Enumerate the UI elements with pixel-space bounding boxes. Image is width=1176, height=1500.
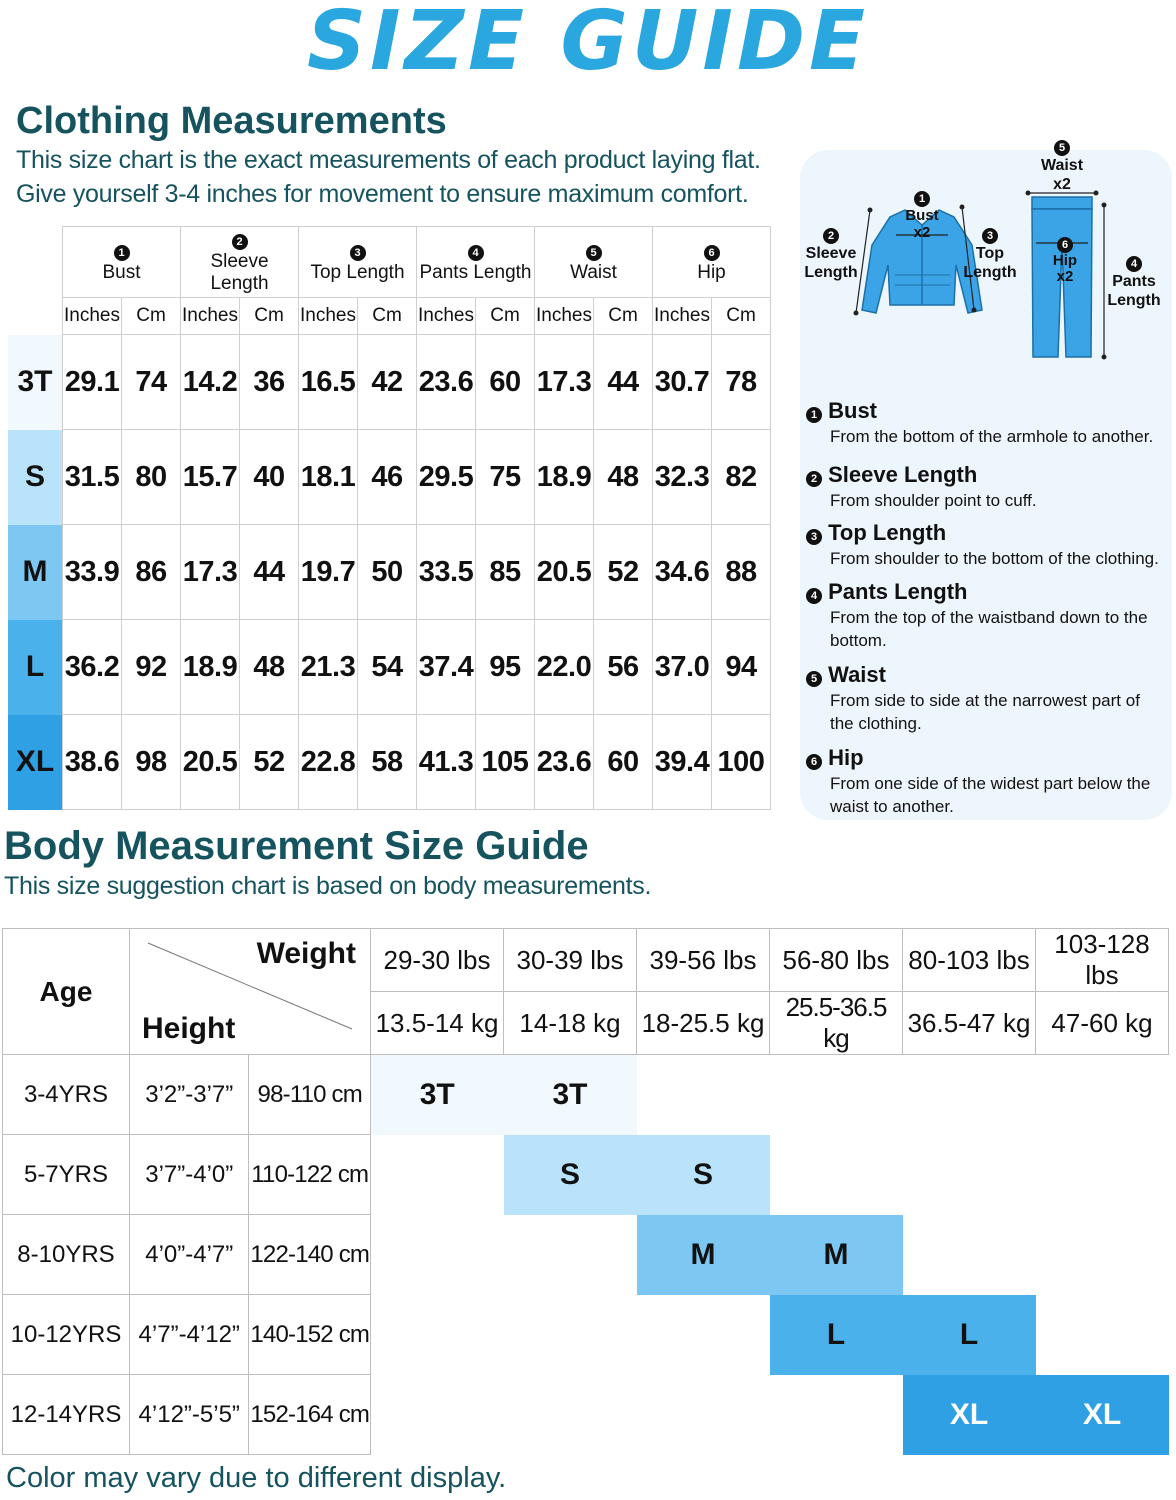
legend-title: Pants Length bbox=[828, 579, 968, 604]
column-label: Waist bbox=[570, 262, 617, 283]
measurement-value: 38.6 bbox=[63, 715, 122, 810]
size-recommendation: 3T bbox=[371, 1055, 504, 1135]
height-cm: 98-110 cm bbox=[249, 1055, 371, 1135]
measurement-value: 18.1 bbox=[299, 430, 358, 525]
legend-title: Hip bbox=[828, 745, 864, 770]
unit-cm: Cm bbox=[358, 298, 417, 335]
measurement-value: 29.5 bbox=[417, 430, 476, 525]
label-text: Length bbox=[1107, 292, 1161, 309]
empty-cell bbox=[903, 1055, 1036, 1135]
column-label: Pants Length bbox=[419, 262, 532, 283]
unit-inches: Inches bbox=[63, 298, 122, 335]
empty-cell bbox=[770, 1375, 903, 1455]
age-value: 12-14YRS bbox=[3, 1375, 130, 1455]
measurement-value: 50 bbox=[358, 525, 417, 620]
age-header: Age bbox=[3, 929, 130, 1055]
measurement-value: 52 bbox=[594, 525, 653, 620]
measurement-value: 80 bbox=[122, 430, 181, 525]
measurement-value: 17.3 bbox=[181, 525, 240, 620]
column-sleeve-length bbox=[181, 227, 299, 298]
number-badge: 2 bbox=[806, 471, 822, 487]
label-bust bbox=[898, 189, 946, 241]
legend-hip bbox=[806, 745, 1176, 818]
number-badge: 6 bbox=[704, 245, 720, 261]
height-cm: 122-140 cm bbox=[249, 1215, 371, 1295]
number-badge: 3 bbox=[982, 228, 998, 244]
measurement-value: 30.7 bbox=[653, 335, 712, 430]
label-pants-length bbox=[1104, 253, 1164, 310]
clothing-note-2: Give yourself 3-4 inches for movement to ensure maximum comfort. bbox=[16, 180, 749, 208]
unit-inches: Inches bbox=[181, 298, 240, 335]
legend-top-length bbox=[806, 520, 1176, 570]
measurement-value: 75 bbox=[476, 430, 535, 525]
legend-description: From the bottom of the armhole to another. bbox=[830, 427, 1154, 446]
empty-cell bbox=[1036, 1055, 1169, 1135]
legend-waist bbox=[806, 662, 1176, 735]
number-badge: 1 bbox=[806, 407, 822, 423]
unit-inches: Inches bbox=[535, 298, 594, 335]
empty-cell bbox=[1036, 1135, 1169, 1215]
empty-cell bbox=[637, 1055, 770, 1135]
weight-lbs: 103-128 lbs bbox=[1036, 929, 1169, 992]
measurement-value: 39.4 bbox=[653, 715, 712, 810]
body-heading: Body Measurement Size Guide bbox=[4, 824, 589, 868]
label-text: x2 bbox=[913, 224, 931, 241]
measurement-value: 22.8 bbox=[299, 715, 358, 810]
number-badge: 3 bbox=[350, 245, 366, 261]
number-badge: 1 bbox=[114, 245, 130, 261]
legend-title: Waist bbox=[828, 662, 886, 687]
label-hip bbox=[1044, 236, 1086, 285]
measurement-value: 20.5 bbox=[181, 715, 240, 810]
empty-cell bbox=[637, 1375, 770, 1455]
age-value: 10-12YRS bbox=[3, 1295, 130, 1375]
measurement-value: 22.0 bbox=[535, 620, 594, 715]
empty-cell bbox=[504, 1295, 637, 1375]
number-badge: 5 bbox=[1054, 140, 1070, 156]
measurement-value: 88 bbox=[712, 525, 771, 620]
height-inches: 3’2”-3’7” bbox=[130, 1055, 249, 1135]
body-subtitle: This size suggestion chart is based on body measurements. bbox=[4, 872, 652, 900]
legend-description: From shoulder to the bottom of the clothing. bbox=[830, 549, 1159, 568]
height-inches: 4’0”-4’7” bbox=[130, 1215, 249, 1295]
table-row bbox=[8, 335, 771, 430]
size-recommendation: S bbox=[637, 1135, 770, 1215]
legend-description: From shoulder point to cuff. bbox=[830, 491, 1037, 510]
unit-inches: Inches bbox=[417, 298, 476, 335]
height-cm: 110-122 cm bbox=[249, 1135, 371, 1215]
empty-cell bbox=[1036, 1295, 1169, 1375]
label-text: x2 bbox=[1056, 268, 1074, 285]
legend-pants-length bbox=[806, 579, 1176, 652]
measurement-value: 85 bbox=[476, 525, 535, 620]
height-label: Height bbox=[142, 1012, 236, 1045]
measurement-value: 18.9 bbox=[535, 430, 594, 525]
label-text: Length bbox=[804, 264, 858, 281]
measurement-value: 52 bbox=[240, 715, 299, 810]
label-text: Waist bbox=[1040, 157, 1084, 174]
measurement-value: 98 bbox=[122, 715, 181, 810]
measurement-value: 42 bbox=[358, 335, 417, 430]
table-row bbox=[3, 1295, 1169, 1375]
size-label: L bbox=[8, 620, 63, 715]
column-label: Bust bbox=[102, 262, 141, 283]
measurement-value: 44 bbox=[240, 525, 299, 620]
weight-kg: 14-18 kg bbox=[504, 992, 637, 1055]
measurement-value: 37.4 bbox=[417, 620, 476, 715]
column-label: Top Length bbox=[310, 262, 405, 283]
unit-cm: Cm bbox=[240, 298, 299, 335]
weight-kg: 47-60 kg bbox=[1036, 992, 1169, 1055]
size-recommendation: 3T bbox=[504, 1055, 637, 1135]
table-row bbox=[3, 1135, 1169, 1215]
measurement-value: 105 bbox=[476, 715, 535, 810]
measurement-value: 31.5 bbox=[63, 430, 122, 525]
measurement-value: 60 bbox=[476, 335, 535, 430]
number-badge: 4 bbox=[1126, 256, 1142, 272]
measurement-value: 18.9 bbox=[181, 620, 240, 715]
label-text: Sleeve bbox=[805, 245, 857, 262]
measurement-value: 82 bbox=[712, 430, 771, 525]
measurement-value: 74 bbox=[122, 335, 181, 430]
column-waist bbox=[535, 227, 653, 298]
weight-lbs: 30-39 lbs bbox=[504, 929, 637, 992]
weight-lbs: 56-80 lbs bbox=[770, 929, 903, 992]
number-badge: 4 bbox=[468, 245, 484, 261]
measurement-value: 46 bbox=[358, 430, 417, 525]
age-value: 5-7YRS bbox=[3, 1135, 130, 1215]
measurement-value: 60 bbox=[594, 715, 653, 810]
table-row bbox=[8, 620, 771, 715]
empty-cell bbox=[504, 1215, 637, 1295]
empty-cell bbox=[371, 1135, 504, 1215]
unit-cm: Cm bbox=[594, 298, 653, 335]
unit-cm: Cm bbox=[476, 298, 535, 335]
weight-kg: 18-25.5 kg bbox=[637, 992, 770, 1055]
number-badge: 2 bbox=[232, 234, 248, 250]
measurement-value: 94 bbox=[712, 620, 771, 715]
weight-lbs: 39-56 lbs bbox=[637, 929, 770, 992]
table-row bbox=[8, 525, 771, 620]
table-row bbox=[3, 1055, 1169, 1135]
column-hip bbox=[653, 227, 771, 298]
height-inches: 4’7”-4’12” bbox=[130, 1295, 249, 1375]
legend-sleeve-length bbox=[806, 462, 1176, 512]
measurement-value: 15.7 bbox=[181, 430, 240, 525]
measurement-value: 37.0 bbox=[653, 620, 712, 715]
measurement-value: 16.5 bbox=[299, 335, 358, 430]
number-badge: 6 bbox=[1057, 237, 1073, 253]
weight-height-header bbox=[130, 929, 371, 1055]
empty-cell bbox=[1036, 1215, 1169, 1295]
weight-lbs: 29-30 lbs bbox=[371, 929, 504, 992]
label-top-length bbox=[960, 225, 1020, 282]
unit-cm: Cm bbox=[122, 298, 181, 335]
measurement-value: 86 bbox=[122, 525, 181, 620]
body-measurement-table bbox=[2, 928, 1169, 1455]
measurement-value: 32.3 bbox=[653, 430, 712, 525]
table-row bbox=[8, 715, 771, 810]
table-row bbox=[3, 1215, 1169, 1295]
height-inches: 4’12”-5’5” bbox=[130, 1375, 249, 1455]
column-pants-length bbox=[417, 227, 535, 298]
number-badge: 3 bbox=[806, 529, 822, 545]
measurement-value: 40 bbox=[240, 430, 299, 525]
measurement-value: 21.3 bbox=[299, 620, 358, 715]
measurement-value: 48 bbox=[594, 430, 653, 525]
label-text: Hip bbox=[1052, 252, 1078, 269]
weight-kg: 36.5-47 kg bbox=[903, 992, 1036, 1055]
label-sleeve-length bbox=[803, 225, 859, 282]
empty-cell bbox=[371, 1215, 504, 1295]
legend-bust bbox=[806, 398, 1176, 448]
legend-title: Sleeve Length bbox=[828, 462, 978, 487]
number-badge: 2 bbox=[823, 228, 839, 244]
label-waist bbox=[1034, 137, 1090, 194]
measurement-value: 33.9 bbox=[63, 525, 122, 620]
empty-cell bbox=[903, 1135, 1036, 1215]
age-value: 3-4YRS bbox=[3, 1055, 130, 1135]
size-recommendation: S bbox=[504, 1135, 637, 1215]
weight-lbs: 80-103 lbs bbox=[903, 929, 1036, 992]
column-label: Sleeve Length bbox=[210, 251, 269, 294]
number-badge: 5 bbox=[586, 245, 602, 261]
age-value: 8-10YRS bbox=[3, 1215, 130, 1295]
empty-cell bbox=[637, 1295, 770, 1375]
measurement-value: 78 bbox=[712, 335, 771, 430]
empty-cell bbox=[770, 1055, 903, 1135]
measurement-value: 20.5 bbox=[535, 525, 594, 620]
number-badge: 6 bbox=[806, 754, 822, 770]
unit-cm: Cm bbox=[712, 298, 771, 335]
footer-note: Color may vary due to different display. bbox=[6, 1462, 507, 1494]
legend-description: From side to side at the narrowest part of the clothing. bbox=[830, 691, 1140, 733]
empty-cell bbox=[504, 1375, 637, 1455]
label-text: x2 bbox=[1053, 176, 1071, 193]
measurement-value: 58 bbox=[358, 715, 417, 810]
empty-cell bbox=[770, 1135, 903, 1215]
size-label: M bbox=[8, 525, 63, 620]
legend-description: From the top of the waistband down to the bottom. bbox=[830, 608, 1148, 650]
legend-title: Top Length bbox=[828, 520, 947, 545]
column-top-length bbox=[299, 227, 417, 298]
measurement-value: 17.3 bbox=[535, 335, 594, 430]
number-badge: 5 bbox=[806, 671, 822, 687]
number-badge: 4 bbox=[806, 588, 822, 604]
legend-description: From one side of the widest part below the waist to another. bbox=[830, 774, 1151, 816]
clothing-note-1: This size chart is the exact measurements of each product laying flat. bbox=[16, 146, 761, 174]
table-row bbox=[8, 430, 771, 525]
size-recommendation: M bbox=[637, 1215, 770, 1295]
measurement-value: 48 bbox=[240, 620, 299, 715]
measurement-value: 19.7 bbox=[299, 525, 358, 620]
number-badge: 1 bbox=[914, 191, 930, 207]
label-text: Pants bbox=[1112, 273, 1156, 290]
measurement-value: 95 bbox=[476, 620, 535, 715]
weight-kg: 25.5-36.5 kg bbox=[770, 992, 903, 1055]
table-row bbox=[3, 1375, 1169, 1455]
measurement-value: 14.2 bbox=[181, 335, 240, 430]
size-label: 3T bbox=[8, 335, 63, 430]
weight-label: Weight bbox=[256, 937, 356, 970]
column-bust bbox=[63, 227, 181, 298]
legend-title: Bust bbox=[828, 398, 878, 423]
measurement-value: 92 bbox=[122, 620, 181, 715]
size-label: S bbox=[8, 430, 63, 525]
measurement-value: 33.5 bbox=[417, 525, 476, 620]
weight-kg: 13.5-14 kg bbox=[371, 992, 504, 1055]
measurement-value: 41.3 bbox=[417, 715, 476, 810]
measurement-value: 23.6 bbox=[417, 335, 476, 430]
unit-inches: Inches bbox=[653, 298, 712, 335]
measurement-value: 34.6 bbox=[653, 525, 712, 620]
clothing-heading: Clothing Measurements bbox=[16, 100, 447, 142]
size-recommendation: L bbox=[770, 1295, 903, 1375]
label-text: Bust bbox=[905, 207, 939, 224]
empty-cell bbox=[371, 1375, 504, 1455]
measurement-value: 36 bbox=[240, 335, 299, 430]
column-label: Hip bbox=[697, 262, 726, 283]
height-cm: 152-164 cm bbox=[249, 1375, 371, 1455]
measurement-value: 23.6 bbox=[535, 715, 594, 810]
size-recommendation: M bbox=[770, 1215, 903, 1295]
measurement-value: 44 bbox=[594, 335, 653, 430]
size-recommendation: XL bbox=[1036, 1375, 1169, 1455]
measurement-value: 56 bbox=[594, 620, 653, 715]
empty-cell bbox=[371, 1295, 504, 1375]
unit-inches: Inches bbox=[299, 298, 358, 335]
height-cm: 140-152 cm bbox=[249, 1295, 371, 1375]
height-inches: 3’7”-4’0” bbox=[130, 1135, 249, 1215]
empty-cell bbox=[903, 1215, 1036, 1295]
measurement-value: 29.1 bbox=[63, 335, 122, 430]
page-title: SIZE GUIDE bbox=[306, 0, 870, 89]
measurement-value: 54 bbox=[358, 620, 417, 715]
measurement-value: 100 bbox=[712, 715, 771, 810]
label-text: Length bbox=[963, 264, 1017, 281]
label-text: Top bbox=[975, 245, 1005, 262]
clothing-measurement-table bbox=[8, 226, 771, 810]
measurement-value: 36.2 bbox=[63, 620, 122, 715]
size-recommendation: L bbox=[903, 1295, 1036, 1375]
size-label: XL bbox=[8, 715, 63, 810]
size-recommendation: XL bbox=[903, 1375, 1036, 1455]
